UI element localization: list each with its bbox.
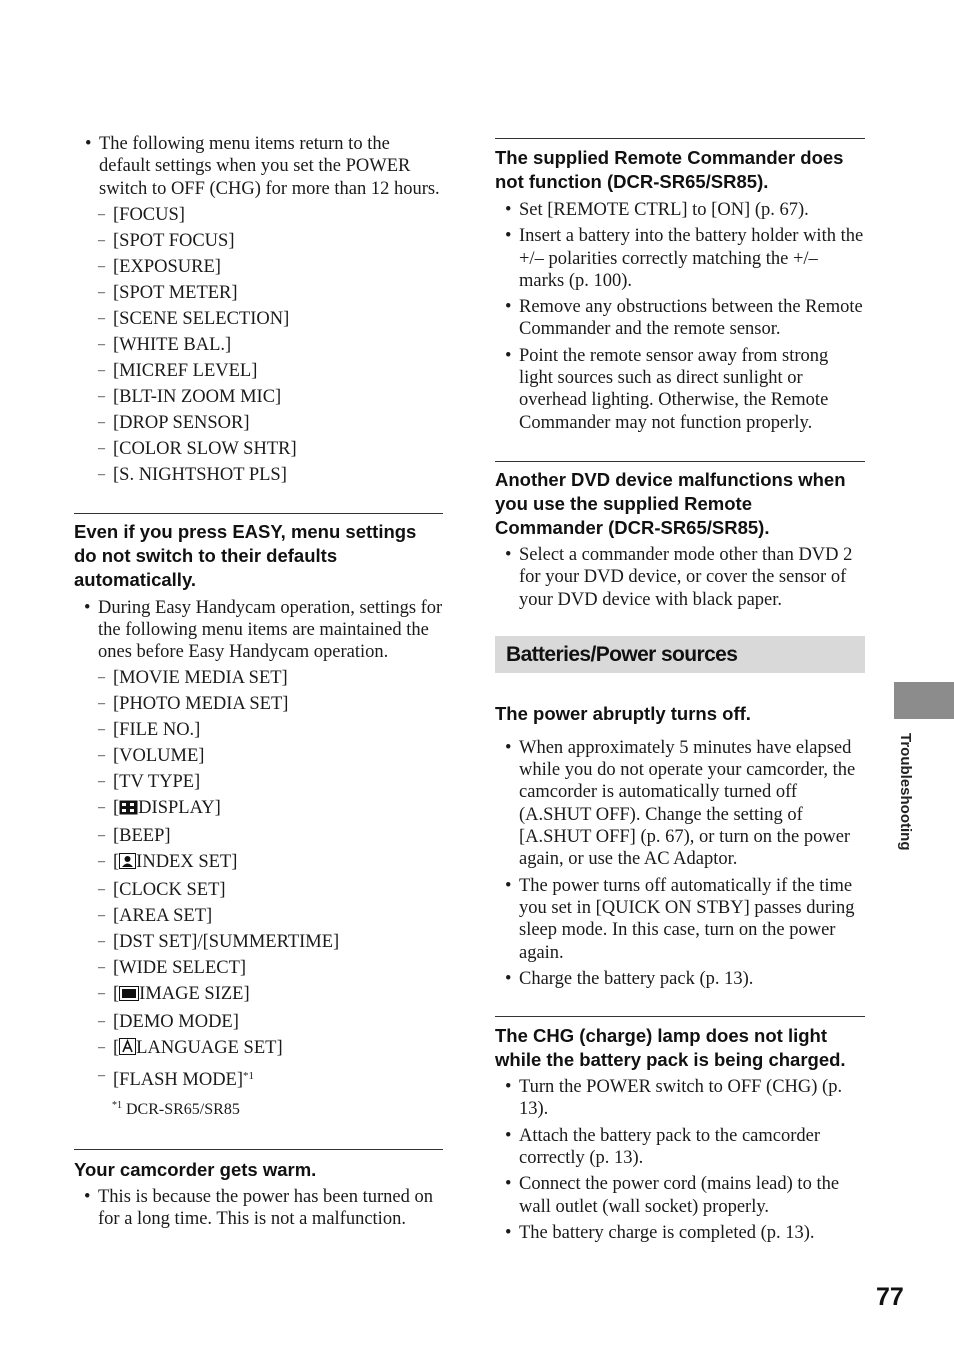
chg-heading: The CHG (charge) lamp does not light while the battery pack is being charged.	[495, 1025, 846, 1071]
section-divider	[495, 1016, 865, 1017]
section-divider	[74, 1149, 443, 1150]
list-item: – [SPOT METER]	[74, 280, 443, 306]
chg-bullet: • Connect the power cord (mains lead) to the wall outlet (wall socket) properly.	[495, 1173, 865, 1218]
chg-bullet: • The battery charge is completed (p. 13).	[495, 1222, 865, 1244]
easy-items-list	[74, 665, 443, 1093]
list-item: – [VOLUME]	[74, 743, 443, 769]
list-item-flash: – [FLASH MODE]$^{*1}$	[74, 1063, 443, 1093]
list-item: – [MOVIE MEDIA SET]	[74, 665, 443, 691]
chapter-tab	[894, 682, 954, 719]
reset-items-list	[74, 202, 443, 488]
remote-heading: The supplied Remote Commander does not function (DCR-SR65/SR85).	[495, 147, 844, 192]
section-divider	[495, 461, 865, 462]
list-item: – [FOCUS]	[74, 202, 443, 228]
chg-bullet: • Attach the battery pack to the camcorder correctly (p. 13).	[495, 1125, 865, 1170]
list-item: – [DEMO MODE]	[74, 1009, 443, 1035]
list-item: – [COLOR SLOW SHTR]	[74, 436, 443, 462]
display-settings-icon	[119, 797, 138, 823]
easy-bullet: • During Easy Handycam operation, settings for the following menu items are maintained the ones before Easy Handycam operation.	[74, 597, 443, 664]
power-off-bullet: • Charge the battery pack (p. 13).	[495, 968, 865, 990]
power-off-heading: The power abruptly turns off.	[495, 702, 751, 724]
section-divider	[495, 138, 865, 139]
image-size-icon	[119, 983, 139, 1009]
language-icon	[119, 1037, 136, 1063]
list-item: – [DST SET]/[SUMMERTIME]	[74, 929, 443, 955]
list-item: – [BLT-IN ZOOM MIC]	[74, 384, 443, 410]
remote-bullet: • Insert a battery into the battery holder with the +/– polarities correctly matching the +/– marks (p. 100).	[495, 225, 865, 292]
remote-bullet: • Point the remote sensor away from strong light sources such as direct sunlight or overhead lighting. Otherwise, the Remote Commander may not function properly.	[495, 345, 865, 434]
list-item-index: – [ INDEX SET]	[74, 849, 443, 877]
list-item: – [S. NIGHTSHOT PLS]	[74, 462, 443, 488]
dvd-heading: Another DVD device malfunctions when you use the supplied Remote Commander (DCR-SR65/SR85).	[495, 468, 846, 538]
page-number: 77	[876, 1283, 904, 1311]
list-item: – [FILE NO.]	[74, 717, 443, 743]
list-item-display: – [ DISPLAY]	[74, 795, 443, 823]
list-item: – [PHOTO MEDIA SET]	[74, 691, 443, 717]
right-column	[495, 138, 865, 1244]
section-divider	[74, 513, 443, 514]
list-item: – [EXPOSURE]	[74, 254, 443, 280]
dvd-bullet: • Select a commander mode other than DVD 2 for your DVD device, or cover the sensor of your DVD device with black paper.	[495, 544, 865, 611]
index-icon	[119, 851, 136, 877]
list-item: – [SCENE SELECTION]	[74, 306, 443, 332]
list-item: – [WHITE BAL.]	[74, 332, 443, 358]
chg-bullet: • Turn the POWER switch to OFF (CHG) (p. 13).	[495, 1076, 865, 1121]
left-column	[74, 133, 443, 1230]
list-item: – [DROP SENSOR]	[74, 410, 443, 436]
warm-heading: Your camcorder gets warm.	[74, 1158, 317, 1180]
footnote-marker: *1	[243, 1069, 255, 1082]
footnote: $^{*1}$ DCR-SR65/SR85	[112, 1099, 240, 1118]
power-off-bullet: • When approximately 5 minutes have elapsed while you do not operate your camcorder, the camcorder is automatically turned off (A.SHUT OFF). Change the setting of [A.SHUT OFF] (p. 67), or turn on the power again, or use the AC Adaptor.	[495, 737, 865, 871]
easy-heading: Even if you press EASY, menu settings do not switch to their defaults automatically.	[74, 520, 417, 590]
list-item-language: – [ LANGUAGE SET]	[74, 1035, 443, 1063]
list-item: – [CLOCK SET]	[74, 877, 443, 903]
list-item: – [MICREF LEVEL]	[74, 358, 443, 384]
list-item: – [BEEP]	[74, 823, 443, 849]
remote-bullet: • Set [REMOTE CTRL] to [ON] (p. 67).	[495, 199, 865, 221]
chapter-tab-label: Troubleshooting	[897, 733, 914, 851]
power-off-bullet: • The power turns off automatically if the time you set in [QUICK ON STBY] passes during sleep mode. In this case, turn on the power again.	[495, 875, 865, 964]
list-item-image-size: – [ IMAGE SIZE]	[74, 981, 443, 1009]
list-item: – [AREA SET]	[74, 903, 443, 929]
list-item: – [SPOT FOCUS]	[74, 228, 443, 254]
section-title-bar: Batteries/Power sources	[495, 636, 865, 673]
intro-bullet: • The following menu items return to the default settings when you set the POWER switch to OFF (CHG) for more than 12 hours.	[75, 133, 443, 200]
remote-bullet: • Remove any obstructions between the Remote Commander and the remote sensor.	[495, 296, 865, 341]
list-item: – [TV TYPE]	[74, 769, 443, 795]
list-item: – [WIDE SELECT]	[74, 955, 443, 981]
warm-bullet: • This is because the power has been turned on for a long time. This is not a malfunction.	[74, 1186, 443, 1231]
